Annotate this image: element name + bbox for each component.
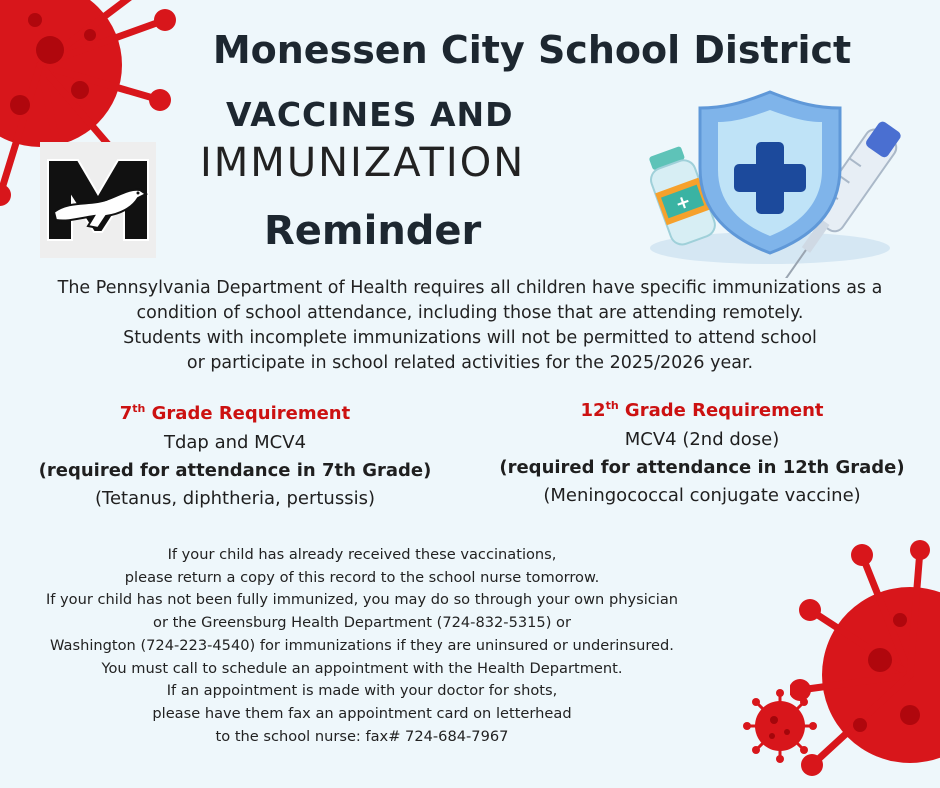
grade7-detail: (Tetanus, diphtheria, pertussis) [95,488,375,509]
footer-line: If your child has already received these vaccinations, [167,546,557,563]
footer-line: You must call to schedule an appointment with the Health Department. [101,659,623,677]
footer-line: If your child has not been fully immunized, you may do so through your own physician [45,591,679,609]
heading-reminder: Reminder [264,208,482,254]
grade7-note: (required for attendance in 7th Grade) [38,460,432,481]
greyhound-logo [40,142,156,258]
grade12-requirement [492,391,912,510]
footer-paragraph [0,544,724,748]
grade12-note: (required for attendance in 12th Grade) [499,457,905,478]
grade7-title: 7th Grade Requirement [119,402,351,424]
intro-line: condition of school attendance, including those that are attending remotely. [136,303,804,323]
intro-line: or participate in school related activities for the 2025/2026 year. [186,353,754,373]
footer-line: Washington (724-223-4540) for immunizations if they are uninsured or underinsured. [50,636,674,654]
intro-paragraph [20,276,920,376]
heading-immunization: IMMUNIZATION [200,140,526,186]
footer-line: please have them fax an appointment card on letterhead [152,704,572,722]
grade12-vaccine: MCV4 (2nd dose) [624,429,780,450]
heading-vaccines: VACCINES AND [226,95,514,134]
intro-line: Students with incomplete immunizations will not be permitted to attend school [123,328,817,348]
grade12-title: 12th Grade Requirement [580,399,824,421]
medical-illustration [640,88,930,278]
grade7-requirement [25,394,445,513]
school-logo [40,142,156,258]
intro-line: The Pennsylvania Department of Health requires all children have specific immunizations as a [57,278,883,298]
grade7-vaccine: Tdap and MCV4 [163,432,307,453]
district-title: Monessen City School District [212,28,852,72]
svg-text:+: + [672,190,694,216]
footer-line: or the Greensburg Health Department (724-832-5315) or [153,614,571,632]
footer-line: to the school nurse: fax# 724-684-7967 [215,727,509,745]
footer-line: please return a copy of this record to the school nurse tomorrow. [124,568,600,586]
virus-icon [742,688,818,764]
footer-line: If an appointment is made with your doctor for shots, [166,682,558,700]
grade12-detail: (Meningococcal conjugate vaccine) [543,485,861,506]
